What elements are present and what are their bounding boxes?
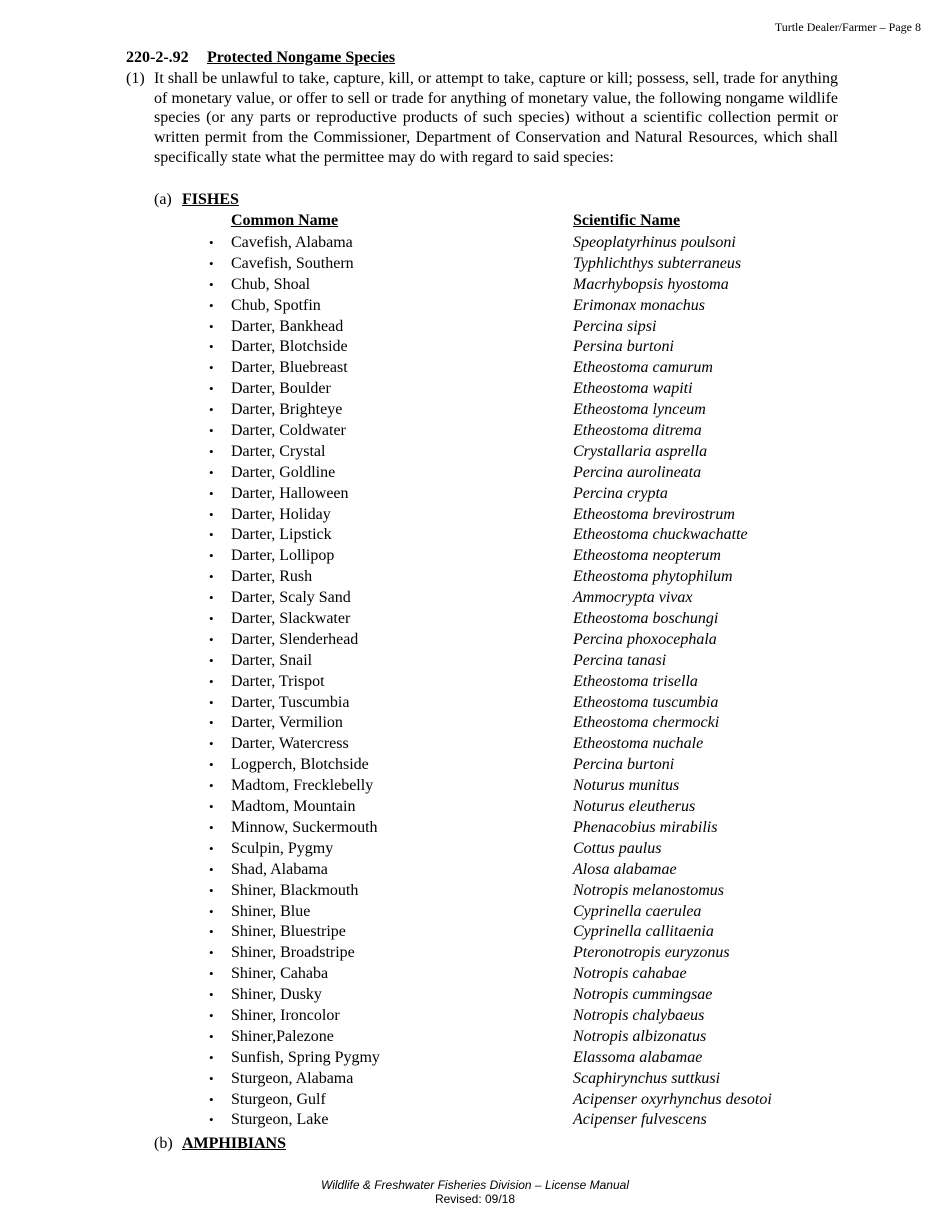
bullet-icon: •: [209, 423, 214, 439]
list-item: [0, 672, 950, 693]
fishes-title: FISHES: [182, 191, 239, 208]
common-name: Darter, Boulder: [231, 380, 331, 398]
bullet-icon: •: [209, 548, 214, 564]
bullet-icon: •: [209, 506, 214, 522]
common-name: Darter, Bluebreast: [231, 359, 348, 377]
scientific-name: Cyprinella caerulea: [573, 902, 702, 920]
scientific-name: Etheostoma neopterum: [573, 547, 721, 565]
common-name: Darter, Goldline: [231, 463, 336, 481]
common-name: Shiner, Bluestripe: [231, 923, 346, 941]
common-name: Cavefish, Alabama: [231, 234, 353, 251]
scientific-name: Cottus paulus: [573, 839, 662, 857]
list-item: [0, 943, 950, 964]
bullet-icon: •: [209, 652, 214, 668]
common-name: Sturgeon, Lake: [231, 1111, 329, 1129]
list-item: [0, 505, 950, 526]
scientific-name: Etheostoma chermocki: [573, 714, 720, 732]
common-name: Sculpin, Pygmy: [231, 839, 334, 857]
bullet-icon: •: [209, 1091, 214, 1107]
bullet-icon: •: [209, 861, 214, 877]
scientific-name: Etheostoma boschungi: [573, 610, 719, 628]
fishes-label: (a): [154, 191, 172, 208]
bullet-icon: •: [209, 235, 214, 250]
bullet-icon: •: [209, 924, 214, 940]
common-name: Shiner, Blue: [231, 902, 311, 920]
common-name: Sturgeon, Alabama: [231, 1069, 354, 1087]
common-name-header: Common Name: [231, 212, 339, 229]
bullet-icon: •: [209, 945, 214, 961]
bullet-icon: •: [209, 527, 214, 543]
common-name: Darter, Slackwater: [231, 610, 351, 628]
common-name: Darter, Snail: [231, 651, 313, 669]
common-name: Shiner,Palezone: [231, 1027, 334, 1045]
amphibians-subheading: [154, 1135, 286, 1153]
bullet-icon: •: [209, 590, 214, 606]
common-name: Darter, Lipstick: [231, 526, 332, 544]
paragraph-text: It shall be unlawful to take, capture, kill, or attempt to take, capture or kill; possess, sell, trade for anything of monetary value, or offer to sell or trade for anything of monetary value, the following nongame wildlife species (or any parts or reproductive products of such species) without a scientific collection permit or written permit from the Commissioner, Department of Conservation and Natural Resources, which shall specifically state what the permittee may do with regard to said species:: [154, 70, 838, 166]
bullet-icon: •: [209, 297, 214, 313]
bullet-icon: •: [209, 443, 214, 459]
section-number: 220-2-.92: [126, 49, 189, 66]
list-item: [0, 755, 950, 776]
bullet-icon: •: [209, 1028, 214, 1044]
bullet-icon: •: [209, 903, 214, 919]
page-footer: [0, 1178, 950, 1206]
scientific-name: Ammocrypta vivax: [573, 589, 693, 607]
common-name: Shiner, Dusky: [231, 986, 322, 1004]
list-item: [0, 693, 950, 714]
bullet-icon: •: [209, 276, 214, 292]
common-name: Darter, Watercress: [231, 735, 349, 753]
list-item: [0, 1069, 950, 1090]
bullet-icon: •: [209, 631, 214, 647]
list-item: [0, 1006, 950, 1027]
list-item: [0, 358, 950, 379]
list-item: [0, 734, 950, 755]
scientific-name: Percina crypta: [573, 484, 668, 502]
list-item: [0, 630, 950, 651]
bullet-icon: •: [209, 485, 214, 501]
section-heading: [126, 49, 395, 67]
bullet-icon: •: [209, 1112, 214, 1128]
scientific-name: Etheostoma ditrema: [573, 422, 702, 440]
scientific-name: Etheostoma wapiti: [573, 380, 693, 398]
bullet-icon: •: [209, 757, 214, 773]
bullet-icon: •: [209, 339, 214, 355]
scientific-name: Persina burtoni: [573, 338, 674, 356]
list-item: [0, 421, 950, 442]
bullet-icon: •: [209, 694, 214, 710]
scientific-name: Cyprinella callitaenia: [573, 923, 714, 941]
scientific-name: Noturus eleutherus: [573, 798, 696, 816]
amphibians-title: AMPHIBIANS: [182, 1135, 287, 1152]
scientific-name: Notropis albizonatus: [573, 1027, 707, 1045]
list-item: [0, 296, 950, 317]
list-item: [0, 525, 950, 546]
common-name: Madtom, Frecklebelly: [231, 777, 374, 795]
common-name: Minnow, Suckermouth: [231, 818, 378, 836]
bullet-icon: •: [209, 819, 214, 835]
common-name: Darter, Bankhead: [231, 317, 344, 335]
common-name: Darter, Trispot: [231, 672, 325, 690]
footer-revised: Revised: 09/18: [434, 1192, 516, 1206]
bullet-icon: •: [209, 402, 214, 418]
list-item: [0, 881, 950, 902]
section-title: Protected Nongame Species: [207, 49, 396, 66]
common-name: Shiner, Ironcolor: [231, 1006, 340, 1024]
bullet-icon: •: [209, 569, 214, 585]
scientific-name: Notropis melanostomus: [573, 881, 724, 899]
paragraph-number: (1): [126, 70, 145, 87]
scientific-name: Notropis cahabae: [573, 965, 687, 983]
amphibians-label: (b): [154, 1135, 173, 1152]
common-name: Darter, Crystal: [231, 442, 326, 460]
scientific-name: Etheostoma chuckwachatte: [573, 526, 748, 544]
scientific-name: Etheostoma trisella: [573, 672, 698, 690]
scientific-name: Percina phoxocephala: [573, 630, 717, 648]
list-item: [0, 379, 950, 400]
list-item: [0, 902, 950, 923]
list-item: [0, 713, 950, 734]
common-name: Logperch, Blotchside: [231, 756, 369, 774]
bullet-icon: •: [209, 381, 214, 397]
bullet-icon: •: [209, 987, 214, 1003]
list-item: [0, 964, 950, 985]
list-item: [0, 254, 950, 275]
scientific-name-header: Scientific Name: [573, 212, 681, 229]
list-item: [0, 275, 950, 296]
list-item: [0, 1110, 950, 1131]
list-item: [0, 797, 950, 818]
common-name: Darter, Blotchside: [231, 338, 348, 356]
bullet-icon: •: [209, 1007, 214, 1023]
scientific-name: Acipenser fulvescens: [573, 1111, 707, 1129]
list-item: [0, 463, 950, 484]
scientific-name: Etheostoma tuscumbia: [573, 693, 719, 711]
common-name: Madtom, Mountain: [231, 798, 356, 816]
page-header: Turtle Dealer/Farmer – Page 8: [774, 20, 921, 34]
common-name: Darter, Lollipop: [231, 547, 335, 565]
common-name: Sturgeon, Gulf: [231, 1090, 326, 1108]
scientific-name: Acipenser oxyrhynchus desotoi: [573, 1090, 772, 1108]
scientific-name: Macrhybopsis hyostoma: [573, 275, 729, 293]
bullet-icon: •: [209, 1049, 214, 1065]
scientific-name: Crystallaria asprella: [573, 442, 708, 460]
bullet-icon: •: [209, 1070, 214, 1086]
common-name: Shiner, Cahaba: [231, 965, 329, 983]
list-item: [0, 1090, 950, 1111]
common-name: Darter, Slenderhead: [231, 630, 359, 648]
bullet-icon: •: [209, 255, 214, 271]
list-item: [0, 651, 950, 672]
common-name: Darter, Brighteye: [231, 401, 343, 419]
fishes-subheading: [154, 191, 239, 209]
list-item: [0, 442, 950, 463]
list-item: [0, 484, 950, 505]
common-name: Darter, Coldwater: [231, 422, 346, 440]
footer-manual-title: Wildlife & Freshwater Fisheries Division – License Manual: [320, 1178, 629, 1192]
scientific-name: Erimonax monachus: [573, 296, 705, 314]
scientific-name: Etheostoma brevirostrum: [573, 505, 735, 523]
scientific-name: Percina tanasi: [573, 651, 667, 669]
bullet-icon: •: [209, 799, 214, 815]
bullet-icon: •: [209, 611, 214, 627]
scientific-name: Elassoma alabamae: [573, 1048, 703, 1066]
list-item: [0, 400, 950, 421]
scientific-name: Etheostoma nuchale: [573, 735, 704, 753]
list-item: [0, 985, 950, 1006]
bullet-icon: •: [209, 464, 214, 480]
list-item: [0, 337, 950, 358]
scientific-name: Notropis cummingsae: [573, 986, 713, 1004]
common-name: Darter, Scaly Sand: [231, 589, 351, 607]
bullet-icon: •: [209, 778, 214, 794]
list-item: [0, 546, 950, 567]
bullet-icon: •: [209, 882, 214, 898]
list-item: [0, 588, 950, 609]
scientific-name: Noturus munitus: [573, 777, 680, 795]
list-item: [0, 860, 950, 881]
list-item: [0, 609, 950, 630]
common-name: Darter, Holiday: [231, 505, 331, 523]
scientific-name: Pteronotropis euryzonus: [573, 944, 730, 962]
list-item: [0, 1027, 950, 1048]
scientific-name: Scaphirynchus suttkusi: [573, 1069, 721, 1087]
common-name: Cavefish, Southern: [231, 254, 354, 272]
list-item: [0, 1048, 950, 1069]
common-name: Darter, Rush: [231, 568, 313, 586]
common-name: Darter, Tuscumbia: [231, 693, 350, 711]
common-name: Chub, Shoal: [231, 275, 311, 293]
scientific-name: Etheostoma camurum: [573, 359, 713, 377]
bullet-icon: •: [209, 360, 214, 376]
scientific-name: Percina aurolineata: [573, 463, 702, 481]
bullet-icon: •: [209, 840, 214, 856]
list-item: [0, 818, 950, 839]
scientific-name: Percina sipsi: [573, 317, 657, 335]
common-name: Chub, Spotfin: [231, 296, 321, 314]
bullet-icon: •: [209, 715, 214, 731]
scientific-name: Percina burtoni: [573, 756, 675, 774]
common-name: Darter, Halloween: [231, 484, 349, 502]
scientific-name: Typhlichthys subterraneus: [573, 254, 742, 272]
scientific-name: Etheostoma lynceum: [573, 401, 706, 419]
scientific-name: Alosa alabamae: [573, 860, 677, 878]
list-item: [0, 317, 950, 338]
bullet-icon: •: [209, 673, 214, 689]
scientific-name: Speoplatyrhinus poulsoni: [573, 234, 736, 251]
bullet-icon: •: [209, 318, 214, 334]
common-name: Shiner, Blackmouth: [231, 881, 359, 899]
list-item: [0, 839, 950, 860]
common-name: Sunfish, Spring Pygmy: [231, 1048, 380, 1066]
scientific-name: Notropis chalybaeus: [573, 1006, 705, 1024]
bullet-icon: •: [209, 736, 214, 752]
scientific-name: Phenacobius mirabilis: [573, 818, 718, 836]
common-name: Shad, Alabama: [231, 860, 328, 878]
common-name: Shiner, Broadstripe: [231, 944, 355, 962]
list-item: [0, 233, 950, 254]
list-item: [0, 776, 950, 797]
bullet-icon: •: [209, 966, 214, 982]
species-list: [0, 233, 950, 1131]
common-name: Darter, Vermilion: [231, 714, 343, 732]
scientific-name: Etheostoma phytophilum: [573, 568, 733, 586]
list-item: [0, 567, 950, 588]
list-item: [0, 922, 950, 943]
